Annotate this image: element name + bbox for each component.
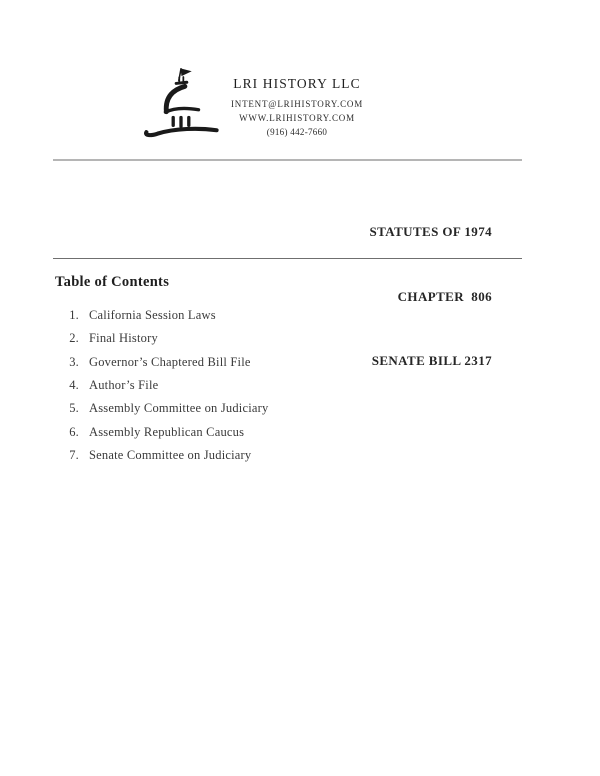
bottom-divider: [53, 258, 522, 259]
toc-item-number: 2.: [69, 331, 79, 346]
toc-item-number: 4.: [69, 378, 79, 393]
toc-item: [55, 397, 268, 420]
chapter-line: CHAPTER 806: [397, 288, 492, 304]
toc-item-number: 7.: [69, 447, 79, 462]
toc-item-label: Governor’s Chaptered Bill File: [89, 354, 251, 369]
toc-heading: Table of Contents: [55, 274, 170, 290]
toc-list: [55, 304, 268, 467]
toc-item-number: 6.: [69, 424, 79, 439]
statutes-line: STATUTES OF 1974: [369, 224, 492, 239]
toc-item-label: Final History: [89, 331, 158, 346]
toc-item-number: 5.: [69, 401, 79, 416]
toc-item: [55, 351, 268, 374]
toc-item-label: Assembly Committee on Judiciary: [89, 401, 269, 416]
toc-item-label: Assembly Republican Caucus: [89, 424, 245, 439]
phone-number: (916) 442-7660: [266, 127, 328, 137]
toc-item: [55, 304, 268, 327]
toc-item: [55, 420, 268, 443]
toc-item: [55, 374, 268, 397]
top-divider: [53, 159, 522, 161]
toc-item: [55, 444, 268, 467]
toc-item-label: Author’s File: [89, 378, 159, 393]
website-url: WWW.LRIHISTORY.COM: [239, 113, 355, 123]
letterhead: [132, 74, 462, 139]
senate-bill-line: SENATE BILL 2317: [371, 353, 492, 368]
email-address: INTENT@LRIHISTORY.COM: [230, 99, 363, 109]
toc-item-label: California Session Laws: [89, 308, 216, 323]
toc-item-number: 3.: [69, 354, 79, 369]
toc-item-number: 1.: [69, 308, 79, 323]
toc-item: [55, 327, 268, 350]
toc-item-label: Senate Committee on Judiciary: [89, 447, 252, 462]
company-name: LRI HISTORY LLC: [233, 76, 361, 91]
